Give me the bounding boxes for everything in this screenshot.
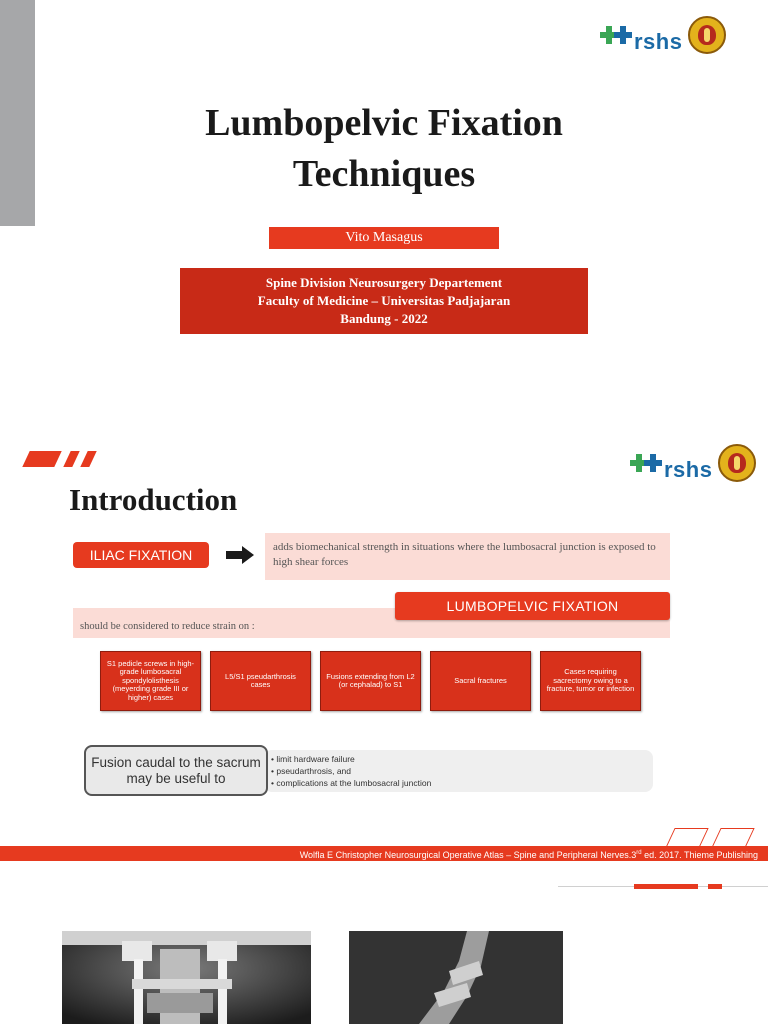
footer-accent bbox=[708, 884, 722, 889]
case-box: Cases requiring sacrectomy owing to a fracture, tumor or infection bbox=[540, 651, 641, 711]
rshs-logo bbox=[630, 444, 756, 482]
rshs-logo bbox=[600, 16, 726, 54]
list-item: • complications at the lumbosacral junction bbox=[271, 777, 431, 789]
title-line-2: Techniques bbox=[292, 153, 476, 195]
xray-image-lateral bbox=[349, 931, 563, 1024]
title-line-1: Lumbopelvic Fixation bbox=[205, 102, 563, 144]
unpad-seal-icon bbox=[718, 444, 756, 482]
footer-deco-outline bbox=[711, 828, 754, 848]
xray-image-ap bbox=[62, 931, 311, 1024]
iliac-fixation-label: ILIAC FIXATION bbox=[73, 542, 209, 568]
header-stripe-2 bbox=[63, 451, 79, 467]
footer-deco-outline bbox=[665, 828, 708, 848]
department-line-2: Faculty of Medicine – Universitas Padjajaran bbox=[257, 293, 511, 308]
department-line-1: Spine Division Neurosurgery Departement bbox=[265, 275, 503, 290]
case-box: L5/S1 pseudarthrosis cases bbox=[210, 651, 311, 711]
lumbopelvic-fixation-label: LUMBOPELVIC FIXATION bbox=[395, 592, 670, 620]
unpad-seal-icon bbox=[688, 16, 726, 54]
presentation-title bbox=[120, 98, 648, 200]
fusion-callout: Fusion caudal to the sacrum may be useful to bbox=[84, 745, 268, 796]
list-item: • pseudarthrosis, and bbox=[271, 765, 431, 777]
title-slide bbox=[0, 0, 768, 395]
reference-text-end: ed. 2017. Thieme Publishing bbox=[641, 850, 758, 860]
reference-superscript: rd bbox=[636, 850, 642, 856]
list-item: • limit hardware failure bbox=[271, 753, 431, 765]
rshs-cross-icon bbox=[600, 25, 634, 45]
header-stripe-1 bbox=[22, 451, 61, 467]
arrow-right-icon bbox=[226, 546, 254, 564]
reference-text: Wolfla E Christopher Neurosurgical Operative Atlas – Spine and Peripheral Nerves.3 bbox=[299, 850, 637, 860]
sidebar-accent-bar bbox=[0, 0, 35, 226]
rshs-logo-text: rshs bbox=[634, 29, 683, 54]
rshs-logo-text: rshs bbox=[664, 457, 713, 482]
department-banner bbox=[180, 268, 588, 334]
footer-accent bbox=[634, 884, 698, 889]
case-box: S1 pedicle screws in high-grade lumbosacral spondylolisthesis (meyerding grade III or higher) cases bbox=[100, 651, 201, 711]
author-banner: Vito Masagus bbox=[269, 227, 499, 249]
header-stripe-3 bbox=[80, 451, 96, 467]
rshs-cross-icon bbox=[630, 453, 664, 473]
iliac-fixation-description: adds biomechanical strength in situations where the lumbosacral junction is exposed to high shear forces bbox=[265, 533, 670, 580]
consider-text: should be considered to reduce strain on : bbox=[80, 621, 255, 632]
fusion-benefits-list bbox=[271, 753, 431, 789]
introduction-slide bbox=[0, 420, 768, 890]
case-box: Fusions extending from L2 (or cephalad) to S1 bbox=[320, 651, 421, 711]
reference-citation bbox=[150, 846, 758, 863]
case-box: Sacral fractures bbox=[430, 651, 531, 711]
department-line-3: Bandung - 2022 bbox=[340, 311, 428, 326]
slide-title: Introduction bbox=[69, 482, 238, 517]
